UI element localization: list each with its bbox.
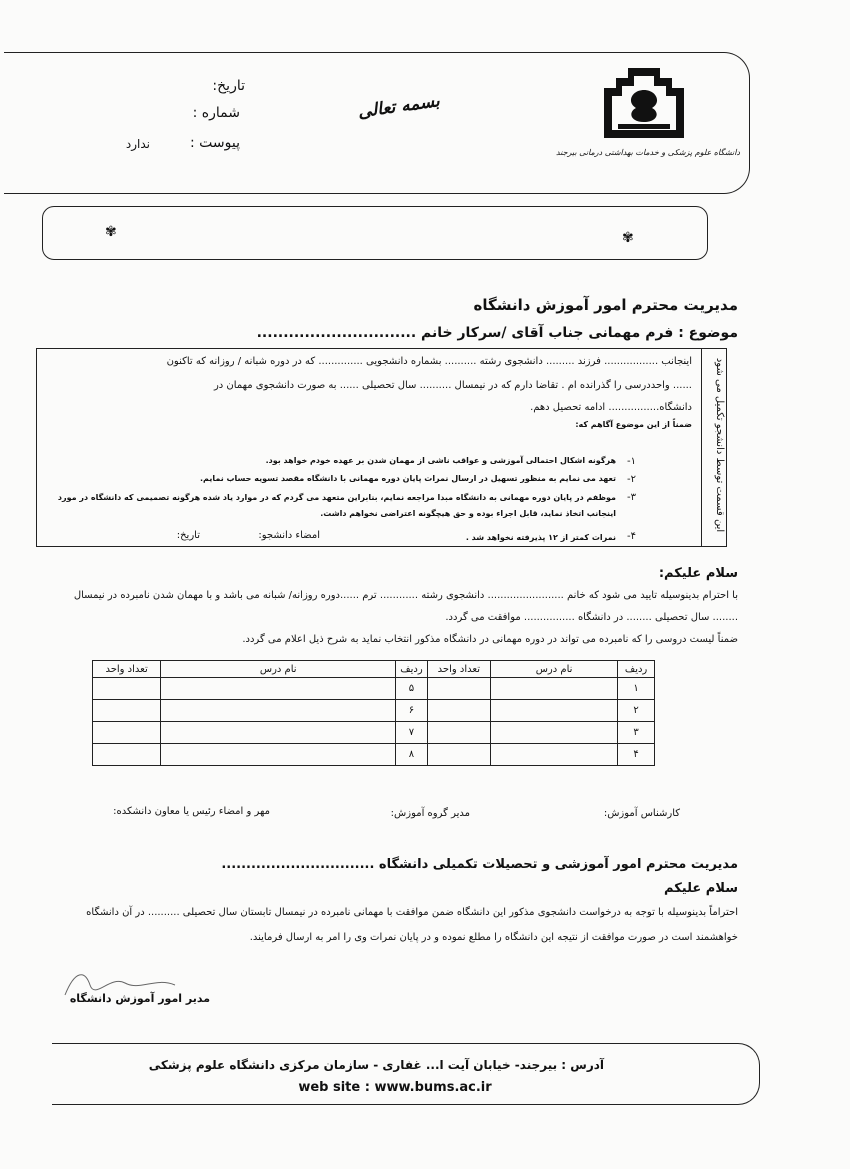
student-date-label: تاریخ:: [176, 530, 200, 541]
table-row: [93, 678, 655, 700]
dean-signature-label: مهر و امضاء رئیس یا معاون دانشکده:: [113, 806, 270, 817]
units-cell[interactable]: [93, 700, 161, 722]
item-text: موظفم در پایان دوره مهمانی به دانشگاه مبدا مراجعه نمایم، بنابراین متعهد می گردم که در موارد یاد شده هرگونه تصمیمی که دانشگاه در مورد اینجانب اتخاذ نماید، قابل اجراء بوده و حق هیچگونه اعتراضی نخواهم داشت.: [57, 493, 616, 518]
course-cell[interactable]: [161, 722, 396, 744]
table-row: [93, 722, 655, 744]
course-cell[interactable]: [491, 678, 618, 700]
ornament-left-icon: ✾: [105, 224, 117, 240]
attachment-value: ندارد: [125, 137, 150, 151]
course-cell[interactable]: [491, 744, 618, 766]
reply-line-1: احتراماً بدینوسیله با توجه به درخواست دانشجوی مذکور این دانشگاه ضمن موافقت با مهمانی نامبرده در نیمسال تابستان سال تحصیلی .......... در آن دانشگاه: [86, 907, 738, 918]
units-cell[interactable]: [93, 678, 161, 700]
units-cell[interactable]: [427, 700, 490, 722]
student-signature-label: امضاء دانشجو:: [258, 530, 320, 541]
university-name: دانشگاه علوم پزشکی و خدمات بهداشتی درمانی بیرجند: [556, 148, 740, 157]
row-number: ۲: [618, 700, 655, 722]
request-line-3: دانشگاه................ ادامه تحصیل دهم.: [530, 402, 692, 413]
footer-frame: [52, 1043, 760, 1105]
footer-website: web site : www.bums.ac.ir: [298, 1080, 492, 1095]
row-number: ۷: [396, 722, 427, 744]
item-number: ۴-: [627, 531, 636, 542]
course-cell[interactable]: [491, 722, 618, 744]
col-header-row: ردیف: [618, 661, 655, 678]
item-number: ۱-: [627, 456, 636, 467]
row-number: ۱: [618, 678, 655, 700]
item-number: ۲-: [627, 474, 636, 485]
expert-signature-label: کارشناس آموزش:: [603, 808, 680, 819]
col-header-units: تعداد واحد: [93, 661, 161, 678]
number-label: شماره :: [192, 105, 240, 121]
col-header-row: ردیف: [396, 661, 427, 678]
table-header-row: [93, 661, 655, 678]
col-header-units: تعداد واحد: [427, 661, 490, 678]
university-logo: [598, 62, 690, 140]
request-line-2: ...... واحددرسی را گذرانده ام . تقاضا دارم که در نیمسال .......... سال تحصیلی ...... به صورت دانشجوی مهمان در: [213, 380, 692, 391]
units-cell[interactable]: [427, 722, 490, 744]
group-manager-signature-label: مدیر گروه آموزش:: [390, 808, 470, 819]
item-number: ۳-: [627, 492, 636, 503]
course-cell[interactable]: [161, 700, 396, 722]
approval-line-3: ضمناً لیست دروسی را که نامبرده می تواند در دوره مهمانی در دانشگاه مذکور انتخاب نماید به شرح ذیل اعلام می گردد.: [242, 634, 738, 645]
units-cell[interactable]: [427, 744, 490, 766]
row-number: ۸: [396, 744, 427, 766]
item-text: نمرات کمتر از ۱۲ پذیرفته نخواهد شد .: [465, 533, 616, 542]
request-intro: ضمناً از این موضوع آگاهم که:: [575, 420, 692, 429]
date-label: تاریخ:: [212, 78, 245, 94]
item-text: هرگونه اشکال احتمالی آموزشی و عواقب ناشی از مهمان شدن بر عهده خودم خواهد بود.: [265, 456, 616, 465]
row-number: ۳: [618, 722, 655, 744]
row-number: ۶: [396, 700, 427, 722]
row-number: ۵: [396, 678, 427, 700]
approval-line-1: با احترام بدینوسیله تایید می شود که خانم ........................ دانشجوی رشته ............ ترم ......دوره روزانه/ شبانه می باشد و با مهمان شدن نامبرده در نیمسال: [73, 590, 738, 601]
reply-recipient: مدیریت محترم امور آموزشی و تحصیلات تکمیلی دانشگاه ...............................: [221, 857, 738, 872]
recipient-heading: مدیریت محترم امور آموزش دانشگاه: [473, 296, 738, 314]
side-note: این قسمت توسط دانشجو تکمیل می شود: [714, 357, 725, 533]
decorative-frame: [42, 206, 708, 260]
table-row: [93, 744, 655, 766]
basmala: بسمه تعالی: [356, 91, 441, 123]
course-cell[interactable]: [491, 700, 618, 722]
reply-greeting: سلام علیکم: [664, 881, 738, 896]
row-number: ۴: [618, 744, 655, 766]
table-row: [93, 700, 655, 722]
reply-signer: مدیر امور آموزش دانشگاه: [69, 992, 210, 1005]
approval-greeting: سلام علیکم:: [658, 566, 738, 581]
col-header-course: نام درس: [161, 661, 396, 678]
units-cell[interactable]: [93, 722, 161, 744]
request-line-1: اینجانب ................. فرزند ......... دانشجوی رشته .......... بشماره دانشجویی .............. که در دوره شبانه / روزانه که تاکنون: [166, 356, 692, 367]
courses-table: [92, 660, 655, 766]
col-header-course: نام درس: [491, 661, 618, 678]
approval-line-2: ........ سال تحصیلی ........ در دانشگاه ................ موافقت می گردد.: [445, 612, 738, 623]
attachment-label: پیوست :: [190, 135, 240, 151]
course-cell[interactable]: [161, 678, 396, 700]
ornament-right-icon: ✾: [622, 230, 634, 246]
footer-address: آدرس : بیرجند- خیابان آیت ا... غفاری - سازمان مرکزی دانشگاه علوم پزشکی: [148, 1058, 604, 1072]
units-cell[interactable]: [93, 744, 161, 766]
units-cell[interactable]: [427, 678, 490, 700]
item-text: تعهد می نمایم به منظور تسهیل در ارسال نمرات پایان دوره مهمانی با دانشگاه مقصد تسویه حساب نمایم.: [200, 474, 616, 483]
subject-line: موضوع : فرم مهمانی جناب آقای /سرکار خانم ..............................: [256, 325, 738, 341]
course-cell[interactable]: [161, 744, 396, 766]
reply-line-2: خواهشمند است در صورت موافقت از نتیجه این دانشگاه را مطلع نموده و در پایان نمرات وی را امر به ارسال فرمایند.: [249, 932, 738, 943]
